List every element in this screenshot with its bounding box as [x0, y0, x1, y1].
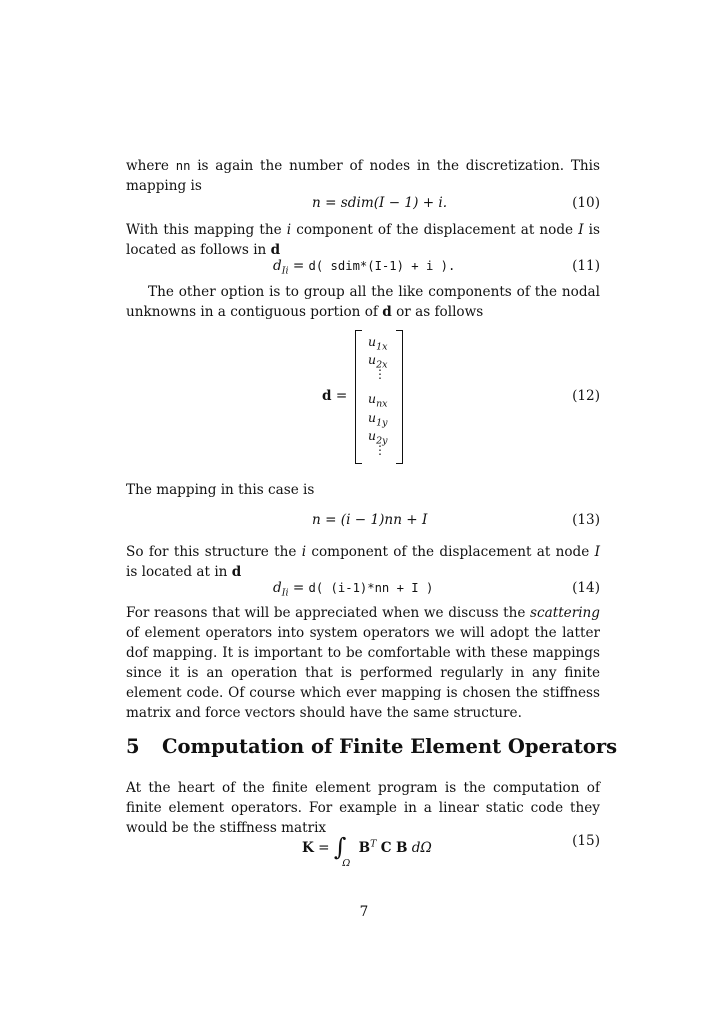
equation-number: (13): [572, 512, 600, 528]
vector-dots: ⋮: [374, 367, 386, 381]
integral-sign: ∫: [333, 833, 347, 861]
equation-10: n = sdim(I − 1) + i. (10): [312, 195, 600, 211]
paragraph-mapping-location: With this mapping the i component of the displacement at node I is located as follows in d: [126, 222, 600, 258]
vector-entry: $u_{2y}$: [368, 428, 388, 447]
section-title: Computation of Finite Element Operators: [162, 735, 618, 758]
paragraph-scattering: For reasons that will be appreciated when we discuss the scattering of element operators into system operators we will adopt the latter dof mapping. It is important to be comfortable with these mappings since it is an operation that is performed regularly in any finite element code. Of course which ever mapping is chosen the stiffness matrix and force vectors should have the same structure.: [126, 605, 600, 721]
vector-entry: $u_{2x}$: [368, 352, 388, 371]
equation-12: d = (12): [322, 388, 600, 404]
paragraph-structure-location: So for this structure the i component of the displacement at node I is located at in d: [126, 544, 601, 580]
equation-number: (12): [572, 388, 600, 404]
equation-number: (11): [572, 258, 600, 274]
equation-13: n = (i − 1)nn + I (13): [312, 512, 600, 528]
vector-entry: $u_{nx}$: [368, 391, 388, 410]
equation-14: $d_{Ii} = d$( (i-1)*nn + I ) (14): [273, 580, 600, 599]
vector-dots: ⋮: [374, 443, 386, 457]
section-heading: [126, 735, 618, 758]
code-nn: nn: [175, 159, 191, 173]
equation-11: $d_{Ii} = d$( sdim*(I-1) + i ). (11): [273, 258, 600, 277]
vector-entry: $u_{1x}$: [368, 334, 388, 353]
vector-entry: $u_{1y}$: [368, 410, 388, 429]
page-number: 7: [359, 904, 369, 920]
equation-number: (15): [572, 833, 600, 849]
paragraph-mapping-intro: where nn is again the number of nodes in the discretization. This mapping is: [126, 158, 600, 194]
equation-15: $K = \int_\Omega$ $B^T$ C B dΩ (15): [302, 833, 600, 869]
paragraph-other-option: The other option is to group all the like components of the nodal unknowns in a contiguous portion of d or as follows: [126, 284, 600, 320]
paragraph-mapping-case: The mapping in this case is: [126, 482, 315, 498]
equation-number: (14): [572, 580, 600, 596]
equation-number: (10): [572, 195, 600, 211]
paragraph-operators: At the heart of the finite element program is the computation of finite element operators. For example in a linear static code they would be the stiffness matrix: [126, 780, 600, 836]
displacement-vector: [355, 330, 403, 464]
section-number: 5: [126, 735, 140, 758]
